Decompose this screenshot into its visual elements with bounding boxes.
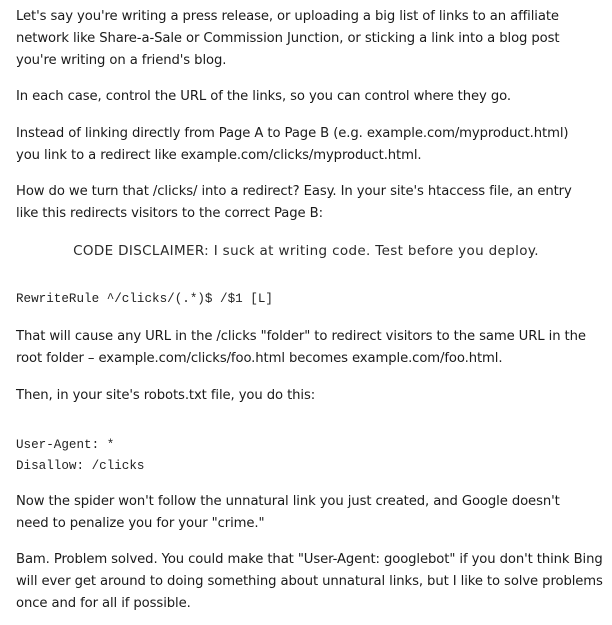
- paragraph-robots: Then, in your site's robots.txt file, you do this:: [16, 388, 316, 403]
- paragraph-redirect-example: Instead of linking directly from Page A to Page B (e.g. example.com/myproduct.html) you link to a redirect like example.com/clicks/myproduct.html.: [16, 126, 569, 164]
- paragraph-spider: Now the spider won't follow the unnatural link you just created, and Google doesn't need to penalize you for your "crime.": [16, 494, 560, 532]
- code-robots-user-agent: User-Agent: *: [16, 438, 115, 452]
- code-rewrite-rule: RewriteRule ^/clicks/(.*)$ /$1 [L]: [16, 292, 273, 306]
- code-robots-disallow: Disallow: /clicks: [16, 459, 145, 473]
- paragraph-conclusion: Bam. Problem solved. You could make that "User-Agent: googlebot" if you don't think Bing will ever get around to doing something about unnatural links, but I like to solve problems once and for all if possible.: [16, 552, 603, 612]
- paragraph-intro: Let's say you're writing a press release, or uploading a big list of links to an affiliate network like Share-a-Sale or Commission Junction, or sticking a link into a blog post you're writing on a friend's blog.: [16, 9, 560, 69]
- paragraph-control-url: In each case, control the URL of the links, so you can control where they go.: [16, 89, 511, 104]
- paragraph-htaccess: How do we turn that /clicks/ into a redirect? Easy. In your site's htaccess file, an entry like this redirects visitors to the correct Page B:: [16, 184, 572, 222]
- paragraph-folder-redirect: That will cause any URL in the /clicks "folder" to redirect visitors to the same URL in the root folder – example.com/clicks/foo.html becomes example.com/foo.html.: [16, 329, 586, 367]
- code-disclaimer: CODE DISCLAIMER: I suck at writing code. Test before you deploy.: [73, 243, 539, 259]
